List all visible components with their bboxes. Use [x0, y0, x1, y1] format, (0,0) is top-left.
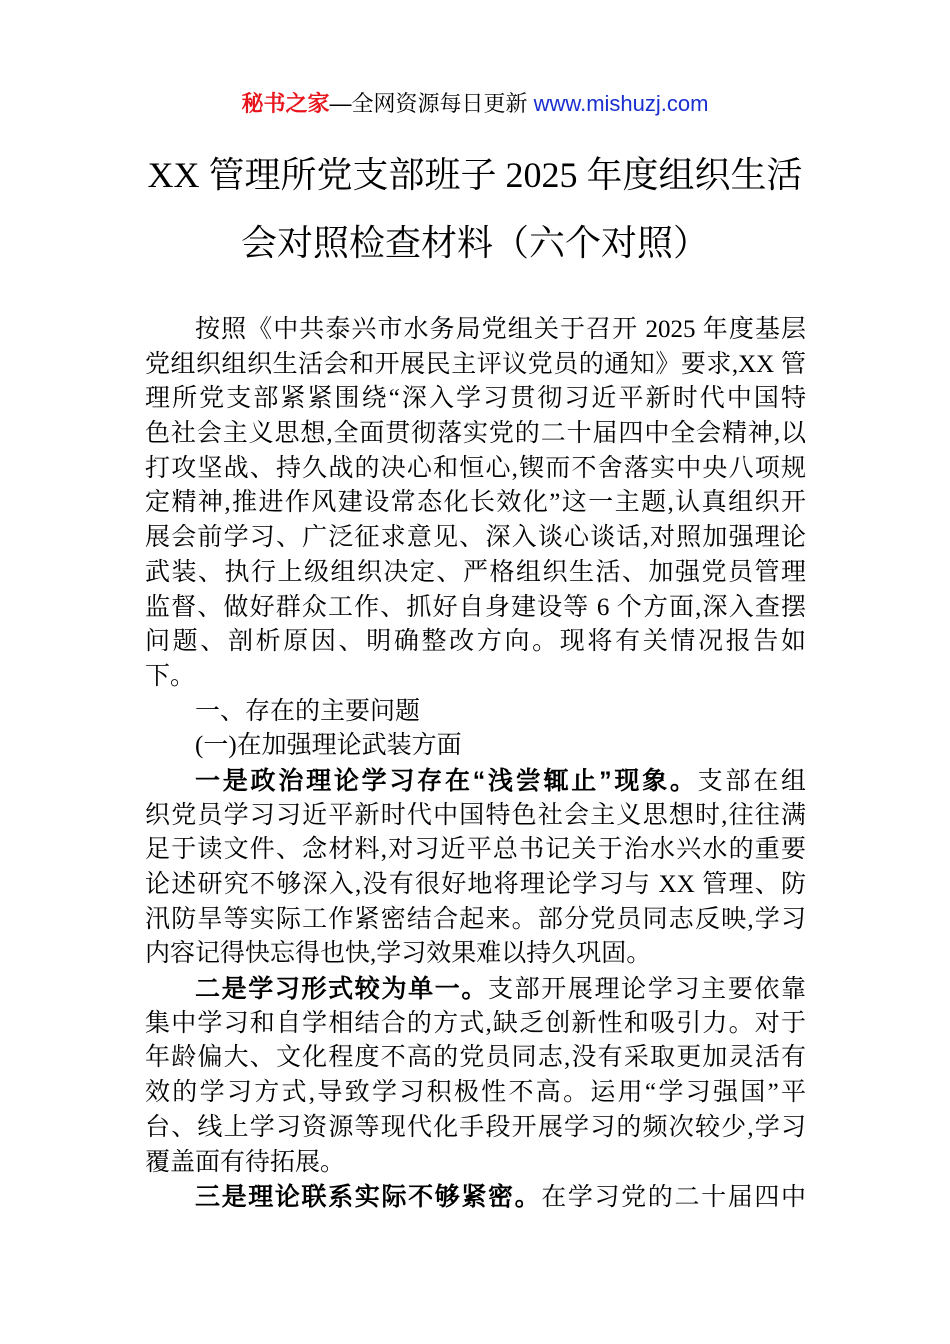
text-line [145, 833, 806, 868]
line-text: 覆盖面有待拓展。 [145, 1148, 346, 1176]
line-text: 内容记得快忘得也快,学习效果难以持久巩固。 [145, 940, 652, 968]
site-brand: 秘书之家 [241, 91, 330, 116]
text-line [145, 556, 806, 591]
line-text: 一、存在的主要问题 [195, 697, 421, 725]
text-line [145, 521, 806, 556]
text-line [145, 1041, 806, 1076]
line-text: 集中学习和自学相结合的方式,缺乏创新性和吸引力。对于 [145, 1009, 806, 1037]
line-text: 监督、做好群众工作、抓好自身建设等 6 个方面,深入查摆 [145, 593, 806, 621]
text-line [145, 799, 806, 834]
line-text: 按照《中共泰兴市水务局党组关于召开 2025 年度基层 [195, 316, 806, 343]
line-text: 打攻坚战、持久战的决心和恒心,锲而不舍落实中央八项规 [145, 454, 806, 482]
line-text: 展会前学习、广泛征求意见、深入谈心谈话,对照加强理论 [145, 524, 806, 552]
line-text: (一)在加强理论武装方面 [195, 732, 462, 760]
document-title-line-1: XX 管理所党支部班子 2025 年度组织生活 [147, 155, 803, 195]
text-line [145, 1111, 806, 1146]
text-line [145, 868, 806, 903]
text-line [145, 313, 806, 348]
line-text: 汛防旱等实际工作紧密结合起来。部分党员同志反映,学习 [145, 905, 806, 933]
document-title-line-2: 会对照检查材料（六个对照） [240, 223, 709, 263]
text-line [145, 625, 806, 660]
text-line [145, 729, 806, 764]
bold-lead-text: 三是理论联系实际不够紧密。 [195, 1183, 542, 1212]
line-text: 年龄偏大、文化程度不高的党员同志,没有采取更加灵活有 [145, 1044, 806, 1072]
line-text: 党组织组织生活会和开展民主评议党员的通知》要求,XX 管 [145, 350, 806, 378]
text-line [145, 486, 806, 521]
text-line [145, 1180, 806, 1215]
site-url-link[interactable]: www.mishuzj.com [533, 91, 709, 116]
text-line [145, 903, 806, 938]
text-line [145, 764, 806, 799]
text-line [145, 937, 806, 972]
text-line [145, 695, 806, 730]
line-text: 在学习党的二十届四中 [541, 1184, 806, 1212]
text-line [145, 1146, 806, 1181]
line-text: 定精神,推进作风建设常态化长效化”这一主题,认真组织开 [145, 489, 806, 517]
line-text: 武装、执行上级组织决定、严格组织生活、加强党员管理 [145, 558, 806, 586]
text-line [145, 452, 806, 487]
text-line [145, 591, 806, 626]
text-line [145, 972, 806, 1007]
document-body [145, 313, 806, 1215]
bold-lead-text: 一是政治理论学习存在“浅尝辄止”现象。 [195, 766, 698, 795]
line-text: 效的学习方式,导致学习积极性不高。运用“学习强国”平 [145, 1079, 806, 1107]
line-text: 支部开展理论学习主要依靠 [488, 976, 806, 1004]
text-line [145, 348, 806, 383]
line-text: 理所党支部紧紧围绕“深入学习贯彻习近平新时代中国特 [145, 385, 806, 413]
line-text: 支部在组 [697, 767, 806, 795]
text-line [145, 1076, 806, 1111]
line-text: 台、线上学习资源等现代化手段开展学习的频次较少,学习 [145, 1113, 806, 1141]
bold-lead-text: 二是学习形式较为单一。 [195, 975, 488, 1004]
line-text: 论述研究不够深入,没有很好地将理论学习与 XX 管理、防 [145, 871, 806, 898]
text-line [145, 1007, 806, 1042]
site-tagline: —全网资源每日更新 [329, 91, 534, 116]
text-line [145, 382, 806, 417]
line-text: 下。 [145, 662, 196, 690]
line-text: 色社会主义思想,全面贯彻落实党的二十届四中全会精神,以 [145, 420, 806, 448]
site-banner [0, 88, 950, 120]
text-line [145, 417, 806, 452]
line-text: 足于读文件、念材料,对习近平总书记关于治水兴水的重要 [145, 836, 806, 864]
line-text: 织党员学习习近平新时代中国特色社会主义思想时,往往满 [145, 801, 806, 829]
line-text: 问题、剖析原因、明确整改方向。现将有关情况报告如 [145, 628, 806, 656]
text-line [145, 660, 806, 695]
